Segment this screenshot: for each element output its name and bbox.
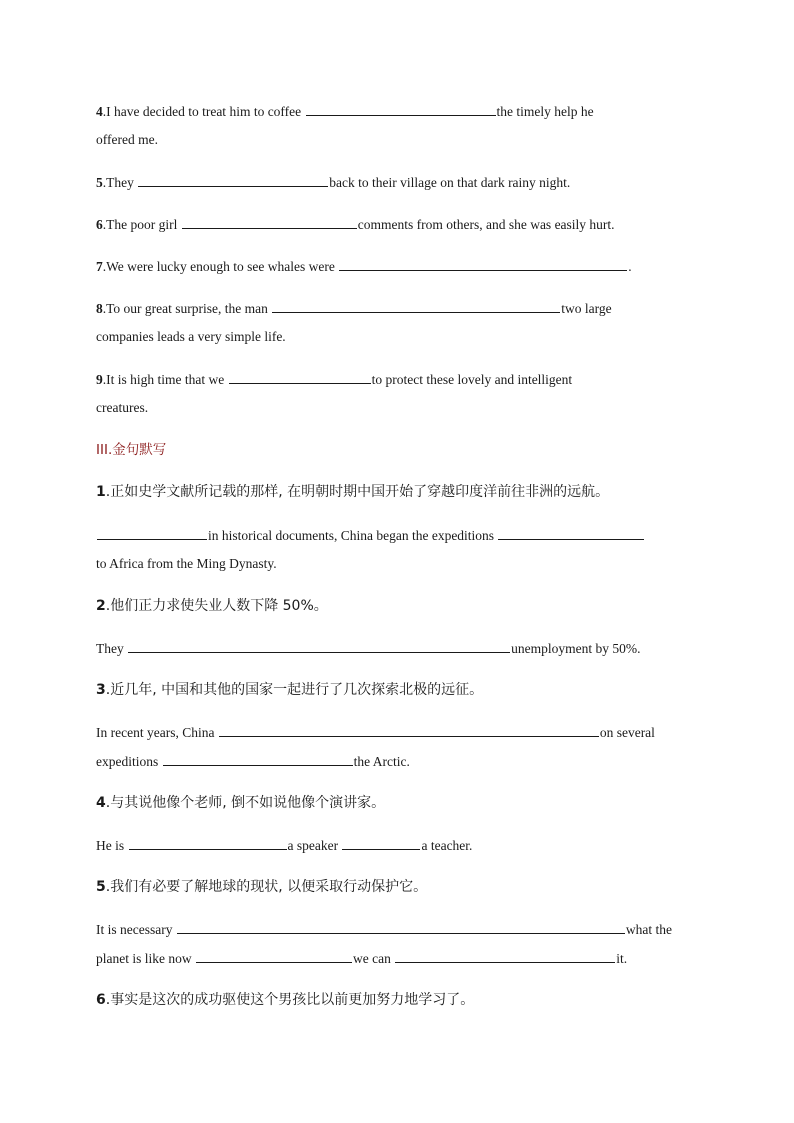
english-text: the Arctic. — [353, 754, 410, 769]
question-8-line1 — [96, 299, 612, 318]
question-9-line2 — [96, 399, 148, 417]
translation-3-english-line2 — [96, 752, 410, 771]
answer-blank[interactable] — [128, 639, 510, 653]
english-text: we can — [352, 951, 395, 966]
question-number: 6 — [96, 992, 106, 1008]
answer-blank[interactable] — [138, 173, 328, 187]
english-text: on several — [599, 725, 655, 740]
question-text: .The poor girl — [102, 217, 181, 232]
english-text: a teacher. — [421, 838, 473, 853]
answer-blank[interactable] — [306, 102, 496, 116]
english-text: unemployment by 50%. — [511, 641, 641, 656]
question-9-line1 — [96, 370, 572, 389]
answer-blank[interactable] — [229, 370, 371, 384]
question-8-line2 — [96, 328, 286, 346]
chinese-sentence: .近几年, 中国和其他的国家一起进行了几次探索北极的远征。 — [105, 682, 484, 698]
answer-blank[interactable] — [272, 299, 560, 313]
answer-blank[interactable] — [129, 836, 287, 850]
translation-6-chinese — [96, 991, 474, 1009]
answer-blank[interactable] — [163, 752, 353, 766]
answer-blank[interactable] — [395, 949, 615, 963]
english-text: They — [96, 641, 128, 656]
question-7 — [96, 257, 632, 276]
chinese-sentence: .他们正力求使失业人数下降 50%。 — [105, 598, 328, 614]
question-number: 5 — [96, 175, 103, 190]
translation-5-chinese — [96, 878, 427, 896]
question-number: 8 — [96, 301, 103, 316]
translation-1-english-line2 — [96, 555, 277, 573]
question-text: .I have decided to treat him to coffee — [102, 104, 305, 119]
english-text: to Africa from the Ming Dynasty. — [96, 556, 277, 571]
translation-2-english — [96, 639, 640, 658]
question-number: 1 — [96, 484, 106, 500]
question-number: 7 — [96, 259, 103, 274]
answer-blank[interactable] — [196, 949, 352, 963]
question-number: 4 — [96, 795, 106, 811]
question-text: . — [628, 259, 632, 274]
question-4-line1 — [96, 102, 594, 121]
question-6 — [96, 215, 615, 234]
question-text: .They — [102, 175, 138, 190]
question-number: 5 — [96, 879, 106, 895]
question-text: .We were lucky enough to see whales were — [102, 259, 339, 274]
question-text: creatures. — [96, 400, 149, 415]
question-text: .It is high time that we — [102, 372, 228, 387]
question-number: 3 — [96, 682, 106, 698]
answer-blank[interactable] — [498, 526, 644, 540]
answer-blank[interactable] — [339, 257, 627, 271]
question-number: 6 — [96, 217, 103, 232]
question-text: .To our great surprise, the man — [102, 301, 272, 316]
english-text: He is — [96, 838, 128, 853]
translation-3-english-line1 — [96, 723, 655, 742]
question-number: 2 — [96, 598, 106, 614]
question-number: 9 — [96, 372, 103, 387]
english-text: in historical documents, China began the expeditions — [208, 528, 498, 543]
question-text: offered me. — [96, 132, 158, 147]
english-text: planet is like now — [96, 951, 195, 966]
question-text: companies leads a very simple life. — [96, 329, 286, 344]
question-text: back to their village on that dark rainy night. — [329, 175, 571, 190]
chinese-sentence: .我们有必要了解地球的现状, 以便采取行动保护它。 — [105, 879, 428, 895]
translation-4-chinese — [96, 794, 385, 812]
question-number: 4 — [96, 104, 103, 119]
answer-blank[interactable] — [342, 836, 420, 850]
english-text: In recent years, China — [96, 725, 218, 740]
chinese-sentence: .正如史学文献所记载的那样, 在明朝时期中国开始了穿越印度洋前往非洲的远航。 — [105, 484, 610, 500]
translation-3-chinese — [96, 681, 483, 699]
english-text: it. — [616, 951, 628, 966]
answer-blank[interactable] — [182, 215, 357, 229]
answer-blank[interactable] — [97, 526, 207, 540]
answer-blank[interactable] — [177, 920, 625, 934]
question-5 — [96, 173, 570, 192]
translation-5-english-line1 — [96, 920, 672, 939]
translation-1-english-line1 — [96, 526, 645, 545]
question-text: comments from others, and she was easily hurt. — [357, 217, 615, 232]
chinese-sentence: .与其说他像个老师, 倒不如说他像个演讲家。 — [105, 795, 386, 811]
translation-1-chinese — [96, 483, 609, 501]
english-text: It is necessary — [96, 922, 176, 937]
question-4-line2 — [96, 131, 158, 149]
chinese-sentence: .事实是这次的成功驱使这个男孩比以前更加努力地学习了。 — [105, 992, 475, 1008]
translation-5-english-line2 — [96, 949, 627, 968]
translation-2-chinese — [96, 597, 328, 615]
question-text: the timely help he — [496, 104, 594, 119]
english-text: expeditions — [96, 754, 162, 769]
question-text: two large — [561, 301, 612, 316]
answer-blank[interactable] — [219, 723, 599, 737]
translation-4-english — [96, 836, 472, 855]
english-text: a speaker — [287, 838, 342, 853]
section-title: III.金句默写 — [96, 442, 167, 458]
question-text: to protect these lovely and intelligent — [371, 372, 573, 387]
english-text: what the — [625, 922, 672, 937]
